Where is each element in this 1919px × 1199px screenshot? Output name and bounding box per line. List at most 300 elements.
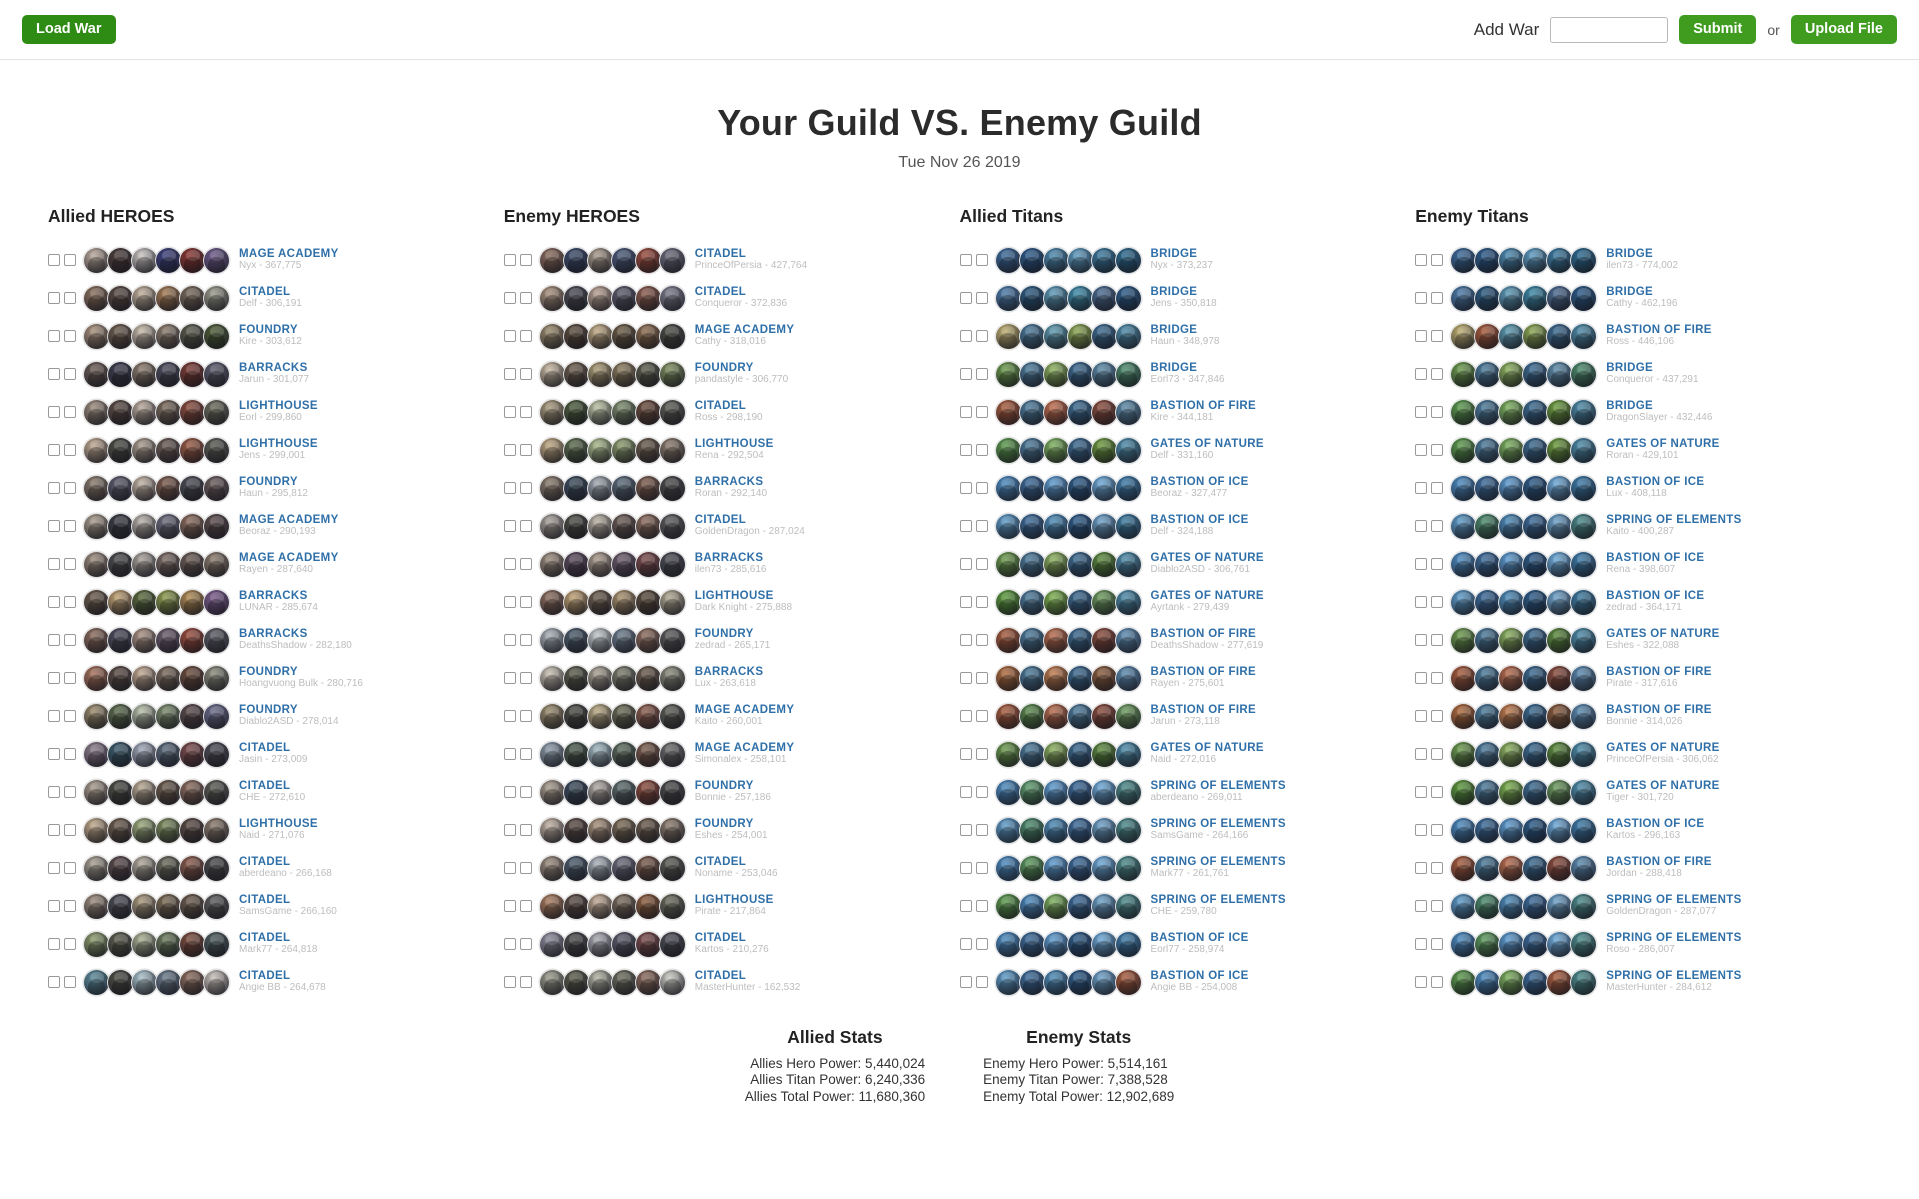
fortification-label[interactable]: BASTION OF FIRE <box>1606 703 1712 716</box>
unit-portrait-icon[interactable] <box>995 589 1022 616</box>
unit-portrait-icon[interactable] <box>107 589 134 616</box>
unit-portrait-icon[interactable] <box>587 893 614 920</box>
fortification-label[interactable]: GATES OF NATURE <box>1150 437 1264 450</box>
unit-portrait-icon[interactable] <box>659 323 686 350</box>
row-checkbox-secondary[interactable] <box>520 900 532 912</box>
fortification-label[interactable]: CITADEL <box>239 285 291 298</box>
unit-portrait-icon[interactable] <box>1570 893 1597 920</box>
fortification-label[interactable]: FOUNDRY <box>239 665 298 678</box>
unit-portrait-icon[interactable] <box>203 969 230 996</box>
unit-portrait-icon[interactable] <box>107 855 134 882</box>
row-checkbox-primary[interactable] <box>48 520 60 532</box>
unit-portrait-icon[interactable] <box>1115 247 1142 274</box>
unit-portrait-icon[interactable] <box>659 627 686 654</box>
unit-portrait-icon[interactable] <box>1522 855 1549 882</box>
row-checkbox-secondary[interactable] <box>1431 900 1443 912</box>
row-checkbox-secondary[interactable] <box>520 710 532 722</box>
unit-portrait-icon[interactable] <box>563 551 590 578</box>
unit-portrait-icon[interactable] <box>1043 285 1070 312</box>
fortification-label[interactable]: FOUNDRY <box>694 627 754 640</box>
row-checkbox-secondary[interactable] <box>64 444 76 456</box>
unit-portrait-icon[interactable] <box>203 703 230 730</box>
row-checkbox-primary[interactable] <box>1415 368 1427 380</box>
row-checkbox-primary[interactable] <box>960 292 972 304</box>
unit-portrait-icon[interactable] <box>1067 817 1094 844</box>
row-checkbox-secondary[interactable] <box>64 900 76 912</box>
row-checkbox-secondary[interactable] <box>976 596 988 608</box>
unit-portrait-icon[interactable] <box>203 779 230 806</box>
unit-portrait-icon[interactable] <box>1091 551 1118 578</box>
unit-portrait-icon[interactable] <box>1019 475 1046 502</box>
unit-portrait-icon[interactable] <box>1019 703 1046 730</box>
unit-portrait-icon[interactable] <box>1091 399 1118 426</box>
unit-portrait-icon[interactable] <box>1450 513 1477 540</box>
row-checkbox-primary[interactable] <box>504 900 516 912</box>
unit-portrait-icon[interactable] <box>1474 779 1501 806</box>
unit-portrait-icon[interactable] <box>659 703 686 730</box>
row-checkbox-primary[interactable] <box>504 444 516 456</box>
upload-file-button[interactable]: Upload File <box>1791 15 1897 45</box>
row-checkbox-primary[interactable] <box>504 862 516 874</box>
unit-portrait-icon[interactable] <box>1498 437 1525 464</box>
unit-portrait-icon[interactable] <box>155 703 182 730</box>
unit-portrait-icon[interactable] <box>1474 855 1501 882</box>
unit-portrait-icon[interactable] <box>1115 513 1142 540</box>
fortification-label[interactable]: CITADEL <box>239 893 291 906</box>
unit-portrait-icon[interactable] <box>539 779 566 806</box>
row-checkbox-primary[interactable] <box>48 368 60 380</box>
unit-portrait-icon[interactable] <box>1546 285 1573 312</box>
unit-portrait-icon[interactable] <box>635 817 662 844</box>
unit-portrait-icon[interactable] <box>179 703 206 730</box>
unit-portrait-icon[interactable] <box>539 703 566 730</box>
unit-portrait-icon[interactable] <box>1043 551 1070 578</box>
fortification-label[interactable]: BARRACKS <box>239 589 308 602</box>
row-checkbox-primary[interactable] <box>1415 824 1427 836</box>
row-checkbox-primary[interactable] <box>960 368 972 380</box>
unit-portrait-icon[interactable] <box>1091 361 1118 388</box>
fortification-label[interactable]: BASTION OF ICE <box>1606 817 1705 830</box>
row-checkbox-secondary[interactable] <box>976 976 988 988</box>
fortification-label[interactable]: BASTION OF FIRE <box>1150 627 1257 640</box>
unit-portrait-icon[interactable] <box>1450 779 1477 806</box>
row-checkbox-secondary[interactable] <box>520 292 532 304</box>
unit-portrait-icon[interactable] <box>1474 437 1501 464</box>
unit-portrait-icon[interactable] <box>1450 399 1477 426</box>
unit-portrait-icon[interactable] <box>635 285 662 312</box>
unit-portrait-icon[interactable] <box>1043 703 1070 730</box>
unit-portrait-icon[interactable] <box>611 741 638 768</box>
unit-portrait-icon[interactable] <box>1498 399 1525 426</box>
unit-portrait-icon[interactable] <box>83 855 110 882</box>
unit-portrait-icon[interactable] <box>203 475 230 502</box>
unit-portrait-icon[interactable] <box>1522 475 1549 502</box>
fortification-label[interactable]: LIGHTHOUSE <box>694 589 774 602</box>
unit-portrait-icon[interactable] <box>203 627 230 654</box>
unit-portrait-icon[interactable] <box>1450 931 1477 958</box>
row-checkbox-primary[interactable] <box>960 710 972 722</box>
fortification-label[interactable]: MAGE ACADEMY <box>239 247 339 260</box>
fortification-label[interactable]: FOUNDRY <box>239 475 298 488</box>
unit-portrait-icon[interactable] <box>83 741 110 768</box>
unit-portrait-icon[interactable] <box>1115 741 1142 768</box>
row-checkbox-primary[interactable] <box>504 482 516 494</box>
unit-portrait-icon[interactable] <box>107 399 134 426</box>
row-checkbox-secondary[interactable] <box>64 482 76 494</box>
unit-portrait-icon[interactable] <box>635 475 662 502</box>
unit-portrait-icon[interactable] <box>131 703 158 730</box>
unit-portrait-icon[interactable] <box>611 513 638 540</box>
unit-portrait-icon[interactable] <box>539 323 566 350</box>
unit-portrait-icon[interactable] <box>179 779 206 806</box>
unit-portrait-icon[interactable] <box>563 399 590 426</box>
unit-portrait-icon[interactable] <box>1474 969 1501 996</box>
unit-portrait-icon[interactable] <box>1474 893 1501 920</box>
unit-portrait-icon[interactable] <box>1067 323 1094 350</box>
unit-portrait-icon[interactable] <box>1498 665 1525 692</box>
unit-portrait-icon[interactable] <box>587 741 614 768</box>
fortification-label[interactable]: BRIDGE <box>1606 285 1654 298</box>
unit-portrait-icon[interactable] <box>1546 475 1573 502</box>
row-checkbox-secondary[interactable] <box>976 368 988 380</box>
unit-portrait-icon[interactable] <box>1019 779 1046 806</box>
unit-portrait-icon[interactable] <box>635 437 662 464</box>
unit-portrait-icon[interactable] <box>155 323 182 350</box>
unit-portrait-icon[interactable] <box>1019 361 1046 388</box>
row-checkbox-primary[interactable] <box>48 254 60 266</box>
unit-portrait-icon[interactable] <box>1450 969 1477 996</box>
unit-portrait-icon[interactable] <box>1570 969 1597 996</box>
unit-portrait-icon[interactable] <box>83 285 110 312</box>
submit-button[interactable]: Submit <box>1679 15 1756 45</box>
row-checkbox-secondary[interactable] <box>64 824 76 836</box>
unit-portrait-icon[interactable] <box>131 741 158 768</box>
fortification-label[interactable]: CITADEL <box>239 931 291 944</box>
unit-portrait-icon[interactable] <box>203 931 230 958</box>
fortification-label[interactable]: BARRACKS <box>694 475 764 488</box>
unit-portrait-icon[interactable] <box>1546 779 1573 806</box>
unit-portrait-icon[interactable] <box>1043 475 1070 502</box>
unit-portrait-icon[interactable] <box>659 969 686 996</box>
row-checkbox-secondary[interactable] <box>64 748 76 760</box>
fortification-label[interactable]: CITADEL <box>694 247 747 260</box>
unit-portrait-icon[interactable] <box>1115 589 1142 616</box>
unit-portrait-icon[interactable] <box>1450 437 1477 464</box>
unit-portrait-icon[interactable] <box>107 247 134 274</box>
unit-portrait-icon[interactable] <box>179 855 206 882</box>
row-checkbox-primary[interactable] <box>48 444 60 456</box>
row-checkbox-secondary[interactable] <box>976 520 988 532</box>
unit-portrait-icon[interactable] <box>659 855 686 882</box>
unit-portrait-icon[interactable] <box>1067 551 1094 578</box>
unit-portrait-icon[interactable] <box>1115 665 1142 692</box>
unit-portrait-icon[interactable] <box>995 703 1022 730</box>
fortification-label[interactable]: BRIDGE <box>1150 361 1198 374</box>
unit-portrait-icon[interactable] <box>1450 817 1477 844</box>
unit-portrait-icon[interactable] <box>611 703 638 730</box>
unit-portrait-icon[interactable] <box>995 247 1022 274</box>
row-checkbox-primary[interactable] <box>504 786 516 798</box>
unit-portrait-icon[interactable] <box>131 969 158 996</box>
row-checkbox-secondary[interactable] <box>64 330 76 342</box>
row-checkbox-secondary[interactable] <box>976 406 988 418</box>
unit-portrait-icon[interactable] <box>107 323 134 350</box>
unit-portrait-icon[interactable] <box>1450 741 1477 768</box>
fortification-label[interactable]: LIGHTHOUSE <box>239 437 318 450</box>
unit-portrait-icon[interactable] <box>179 893 206 920</box>
unit-portrait-icon[interactable] <box>155 513 182 540</box>
row-checkbox-primary[interactable] <box>504 976 516 988</box>
unit-portrait-icon[interactable] <box>1019 285 1046 312</box>
unit-portrait-icon[interactable] <box>1522 551 1549 578</box>
unit-portrait-icon[interactable] <box>179 741 206 768</box>
unit-portrait-icon[interactable] <box>1067 627 1094 654</box>
unit-portrait-icon[interactable] <box>1019 437 1046 464</box>
unit-portrait-icon[interactable] <box>539 855 566 882</box>
unit-portrait-icon[interactable] <box>1450 589 1477 616</box>
fortification-label[interactable]: FOUNDRY <box>694 361 754 374</box>
unit-portrait-icon[interactable] <box>611 285 638 312</box>
fortification-label[interactable]: CITADEL <box>239 741 291 754</box>
unit-portrait-icon[interactable] <box>1546 551 1573 578</box>
row-checkbox-primary[interactable] <box>960 862 972 874</box>
unit-portrait-icon[interactable] <box>1498 703 1525 730</box>
row-checkbox-primary[interactable] <box>48 330 60 342</box>
unit-portrait-icon[interactable] <box>1570 855 1597 882</box>
row-checkbox-primary[interactable] <box>960 976 972 988</box>
unit-portrait-icon[interactable] <box>155 475 182 502</box>
unit-portrait-icon[interactable] <box>83 665 110 692</box>
fortification-label[interactable]: CITADEL <box>694 969 747 982</box>
unit-portrait-icon[interactable] <box>83 361 110 388</box>
unit-portrait-icon[interactable] <box>155 779 182 806</box>
unit-portrait-icon[interactable] <box>1091 665 1118 692</box>
unit-portrait-icon[interactable] <box>1546 361 1573 388</box>
unit-portrait-icon[interactable] <box>659 589 686 616</box>
unit-portrait-icon[interactable] <box>1067 969 1094 996</box>
fortification-label[interactable]: SPRING OF ELEMENTS <box>1606 893 1742 906</box>
unit-portrait-icon[interactable] <box>131 475 158 502</box>
unit-portrait-icon[interactable] <box>203 855 230 882</box>
fortification-label[interactable]: SPRING OF ELEMENTS <box>1150 855 1286 868</box>
unit-portrait-icon[interactable] <box>611 931 638 958</box>
unit-portrait-icon[interactable] <box>1546 665 1573 692</box>
row-checkbox-primary[interactable] <box>960 254 972 266</box>
unit-portrait-icon[interactable] <box>179 589 206 616</box>
add-war-input[interactable] <box>1550 17 1668 43</box>
unit-portrait-icon[interactable] <box>995 399 1022 426</box>
unit-portrait-icon[interactable] <box>635 361 662 388</box>
unit-portrait-icon[interactable] <box>203 285 230 312</box>
unit-portrait-icon[interactable] <box>635 627 662 654</box>
unit-portrait-icon[interactable] <box>1498 969 1525 996</box>
fortification-label[interactable]: CITADEL <box>694 855 747 868</box>
unit-portrait-icon[interactable] <box>587 437 614 464</box>
unit-portrait-icon[interactable] <box>1546 855 1573 882</box>
row-checkbox-secondary[interactable] <box>520 748 532 760</box>
unit-portrait-icon[interactable] <box>131 589 158 616</box>
row-checkbox-secondary[interactable] <box>520 634 532 646</box>
row-checkbox-secondary[interactable] <box>64 938 76 950</box>
unit-portrait-icon[interactable] <box>83 437 110 464</box>
unit-portrait-icon[interactable] <box>1474 551 1501 578</box>
unit-portrait-icon[interactable] <box>203 361 230 388</box>
unit-portrait-icon[interactable] <box>107 703 134 730</box>
unit-portrait-icon[interactable] <box>1019 741 1046 768</box>
unit-portrait-icon[interactable] <box>1019 247 1046 274</box>
unit-portrait-icon[interactable] <box>587 361 614 388</box>
unit-portrait-icon[interactable] <box>563 285 590 312</box>
row-checkbox-primary[interactable] <box>1415 748 1427 760</box>
unit-portrait-icon[interactable] <box>203 741 230 768</box>
fortification-label[interactable]: BASTION OF FIRE <box>1150 399 1257 412</box>
row-checkbox-secondary[interactable] <box>976 444 988 456</box>
unit-portrait-icon[interactable] <box>1091 475 1118 502</box>
fortification-label[interactable]: MAGE ACADEMY <box>239 513 339 526</box>
unit-portrait-icon[interactable] <box>539 741 566 768</box>
unit-portrait-icon[interactable] <box>539 399 566 426</box>
fortification-label[interactable]: BASTION OF FIRE <box>1606 665 1712 678</box>
unit-portrait-icon[interactable] <box>179 247 206 274</box>
unit-portrait-icon[interactable] <box>539 551 566 578</box>
row-checkbox-secondary[interactable] <box>1431 292 1443 304</box>
row-checkbox-secondary[interactable] <box>976 786 988 798</box>
unit-portrait-icon[interactable] <box>1522 323 1549 350</box>
unit-portrait-icon[interactable] <box>1546 247 1573 274</box>
row-checkbox-secondary[interactable] <box>976 900 988 912</box>
unit-portrait-icon[interactable] <box>1067 589 1094 616</box>
row-checkbox-secondary[interactable] <box>1431 558 1443 570</box>
unit-portrait-icon[interactable] <box>635 703 662 730</box>
unit-portrait-icon[interactable] <box>107 969 134 996</box>
unit-portrait-icon[interactable] <box>635 323 662 350</box>
row-checkbox-primary[interactable] <box>504 710 516 722</box>
unit-portrait-icon[interactable] <box>83 589 110 616</box>
unit-portrait-icon[interactable] <box>1474 703 1501 730</box>
unit-portrait-icon[interactable] <box>1019 817 1046 844</box>
row-checkbox-primary[interactable] <box>1415 672 1427 684</box>
unit-portrait-icon[interactable] <box>107 627 134 654</box>
unit-portrait-icon[interactable] <box>1474 931 1501 958</box>
unit-portrait-icon[interactable] <box>1043 665 1070 692</box>
unit-portrait-icon[interactable] <box>83 247 110 274</box>
row-checkbox-secondary[interactable] <box>976 558 988 570</box>
unit-portrait-icon[interactable] <box>107 893 134 920</box>
row-checkbox-secondary[interactable] <box>1431 520 1443 532</box>
unit-portrait-icon[interactable] <box>1522 285 1549 312</box>
row-checkbox-primary[interactable] <box>960 520 972 532</box>
row-checkbox-primary[interactable] <box>48 900 60 912</box>
unit-portrait-icon[interactable] <box>539 589 566 616</box>
unit-portrait-icon[interactable] <box>1091 893 1118 920</box>
unit-portrait-icon[interactable] <box>1546 741 1573 768</box>
unit-portrait-icon[interactable] <box>587 475 614 502</box>
unit-portrait-icon[interactable] <box>131 931 158 958</box>
unit-portrait-icon[interactable] <box>1498 893 1525 920</box>
unit-portrait-icon[interactable] <box>1091 817 1118 844</box>
row-checkbox-secondary[interactable] <box>64 520 76 532</box>
unit-portrait-icon[interactable] <box>131 855 158 882</box>
unit-portrait-icon[interactable] <box>155 665 182 692</box>
unit-portrait-icon[interactable] <box>611 893 638 920</box>
unit-portrait-icon[interactable] <box>563 969 590 996</box>
row-checkbox-primary[interactable] <box>960 330 972 342</box>
unit-portrait-icon[interactable] <box>1498 627 1525 654</box>
unit-portrait-icon[interactable] <box>1091 323 1118 350</box>
unit-portrait-icon[interactable] <box>1450 665 1477 692</box>
row-checkbox-primary[interactable] <box>1415 444 1427 456</box>
row-checkbox-primary[interactable] <box>48 596 60 608</box>
unit-portrait-icon[interactable] <box>587 399 614 426</box>
unit-portrait-icon[interactable] <box>611 627 638 654</box>
unit-portrait-icon[interactable] <box>1115 969 1142 996</box>
unit-portrait-icon[interactable] <box>587 703 614 730</box>
fortification-label[interactable]: BRIDGE <box>1606 247 1654 260</box>
unit-portrait-icon[interactable] <box>1522 741 1549 768</box>
unit-portrait-icon[interactable] <box>563 475 590 502</box>
unit-portrait-icon[interactable] <box>179 627 206 654</box>
unit-portrait-icon[interactable] <box>659 285 686 312</box>
fortification-label[interactable]: BARRACKS <box>239 627 308 640</box>
unit-portrait-icon[interactable] <box>1043 437 1070 464</box>
fortification-label[interactable]: LIGHTHOUSE <box>694 893 774 906</box>
unit-portrait-icon[interactable] <box>587 855 614 882</box>
unit-portrait-icon[interactable] <box>1474 741 1501 768</box>
unit-portrait-icon[interactable] <box>1450 285 1477 312</box>
row-checkbox-primary[interactable] <box>960 406 972 418</box>
unit-portrait-icon[interactable] <box>1091 741 1118 768</box>
row-checkbox-primary[interactable] <box>504 596 516 608</box>
unit-portrait-icon[interactable] <box>1043 855 1070 882</box>
unit-portrait-icon[interactable] <box>1043 779 1070 806</box>
unit-portrait-icon[interactable] <box>1043 323 1070 350</box>
unit-portrait-icon[interactable] <box>539 475 566 502</box>
unit-portrait-icon[interactable] <box>83 551 110 578</box>
row-checkbox-primary[interactable] <box>1415 520 1427 532</box>
unit-portrait-icon[interactable] <box>1546 399 1573 426</box>
unit-portrait-icon[interactable] <box>107 513 134 540</box>
unit-portrait-icon[interactable] <box>539 969 566 996</box>
unit-portrait-icon[interactable] <box>1522 703 1549 730</box>
unit-portrait-icon[interactable] <box>1570 437 1597 464</box>
unit-portrait-icon[interactable] <box>179 475 206 502</box>
unit-portrait-icon[interactable] <box>635 551 662 578</box>
unit-portrait-icon[interactable] <box>203 817 230 844</box>
row-checkbox-primary[interactable] <box>960 938 972 950</box>
unit-portrait-icon[interactable] <box>1067 855 1094 882</box>
unit-portrait-icon[interactable] <box>155 589 182 616</box>
unit-portrait-icon[interactable] <box>155 437 182 464</box>
unit-portrait-icon[interactable] <box>1019 931 1046 958</box>
row-checkbox-primary[interactable] <box>960 482 972 494</box>
unit-portrait-icon[interactable] <box>1570 627 1597 654</box>
unit-portrait-icon[interactable] <box>179 665 206 692</box>
unit-portrait-icon[interactable] <box>1067 779 1094 806</box>
unit-portrait-icon[interactable] <box>635 513 662 540</box>
unit-portrait-icon[interactable] <box>659 437 686 464</box>
row-checkbox-secondary[interactable] <box>64 596 76 608</box>
unit-portrait-icon[interactable] <box>635 665 662 692</box>
unit-portrait-icon[interactable] <box>611 361 638 388</box>
unit-portrait-icon[interactable] <box>155 285 182 312</box>
unit-portrait-icon[interactable] <box>131 247 158 274</box>
unit-portrait-icon[interactable] <box>179 361 206 388</box>
fortification-label[interactable]: CITADEL <box>694 285 747 298</box>
unit-portrait-icon[interactable] <box>1570 475 1597 502</box>
row-checkbox-secondary[interactable] <box>1431 672 1443 684</box>
unit-portrait-icon[interactable] <box>1019 551 1046 578</box>
unit-portrait-icon[interactable] <box>155 741 182 768</box>
